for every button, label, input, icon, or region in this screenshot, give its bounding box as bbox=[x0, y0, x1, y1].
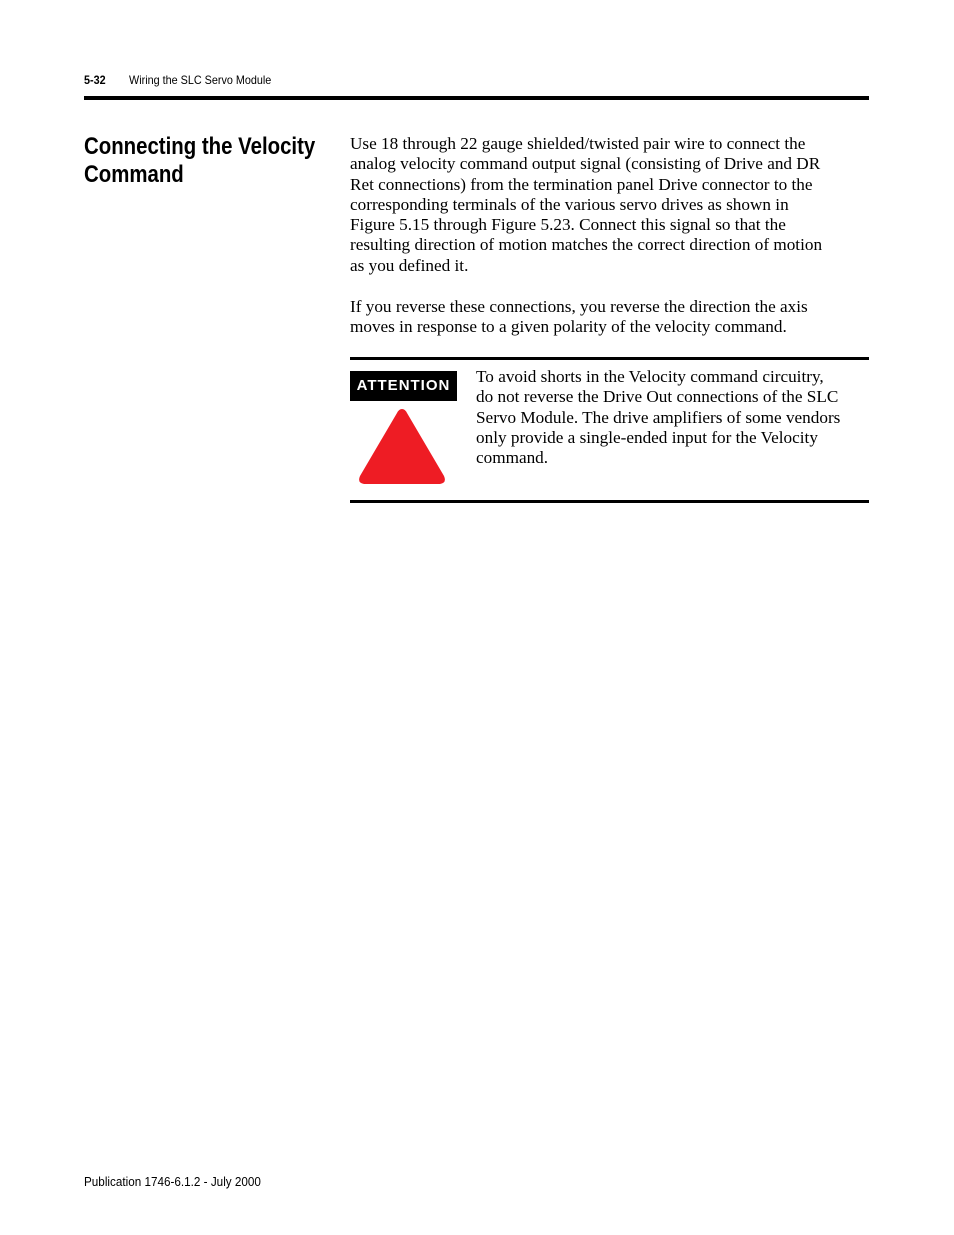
text-line: Servo Module. The drive amplifiers of some vendors bbox=[476, 407, 841, 427]
text-line: only provide a single-ended input for the Velocity bbox=[476, 427, 818, 447]
text-line: Figure 5.15 through Figure 5.23. Connect this signal so that the bbox=[350, 215, 786, 235]
heading-line: Command bbox=[84, 161, 184, 188]
text-line: Ret connections) from the termination panel Drive connector to the bbox=[350, 174, 813, 194]
attention-top-rule bbox=[350, 357, 869, 360]
page-number: 5-32 bbox=[84, 73, 106, 87]
text-line: as you defined it. bbox=[350, 255, 469, 275]
running-header bbox=[84, 73, 271, 87]
publication-footer: Publication 1746-6.1.2 - July 2000 bbox=[84, 1174, 261, 1189]
text-line: resulting direction of motion matches the correct direction of motion bbox=[350, 235, 823, 255]
paragraph-wiring-instructions bbox=[350, 134, 870, 276]
text-line: analog velocity command output signal (consisting of Drive and DR bbox=[350, 154, 821, 174]
text-line: To avoid shorts in the Velocity command circuitry, bbox=[476, 367, 824, 386]
text-line: moves in response to a given polarity of the velocity command. bbox=[350, 317, 787, 337]
attention-badge: ATTENTION bbox=[350, 371, 457, 401]
text-line: Use 18 through 22 gauge shielded/twisted pair wire to connect the bbox=[350, 134, 806, 153]
text-line: If you reverse these connections, you reverse the direction the axis bbox=[350, 297, 808, 316]
header-rule bbox=[84, 96, 869, 100]
section-heading bbox=[84, 133, 316, 189]
warning-triangle-icon bbox=[357, 405, 447, 487]
paragraph-reverse-connections bbox=[350, 297, 870, 338]
text-line: corresponding terminals of the various servo drives as shown in bbox=[350, 194, 789, 214]
heading-line: Connecting the Velocity bbox=[84, 133, 316, 160]
attention-message bbox=[476, 367, 871, 468]
text-line: command. bbox=[476, 448, 549, 468]
attention-bottom-rule bbox=[350, 500, 869, 503]
section-title: Wiring the SLC Servo Module bbox=[129, 73, 272, 87]
text-line: do not reverse the Drive Out connections of the SLC bbox=[476, 387, 839, 407]
